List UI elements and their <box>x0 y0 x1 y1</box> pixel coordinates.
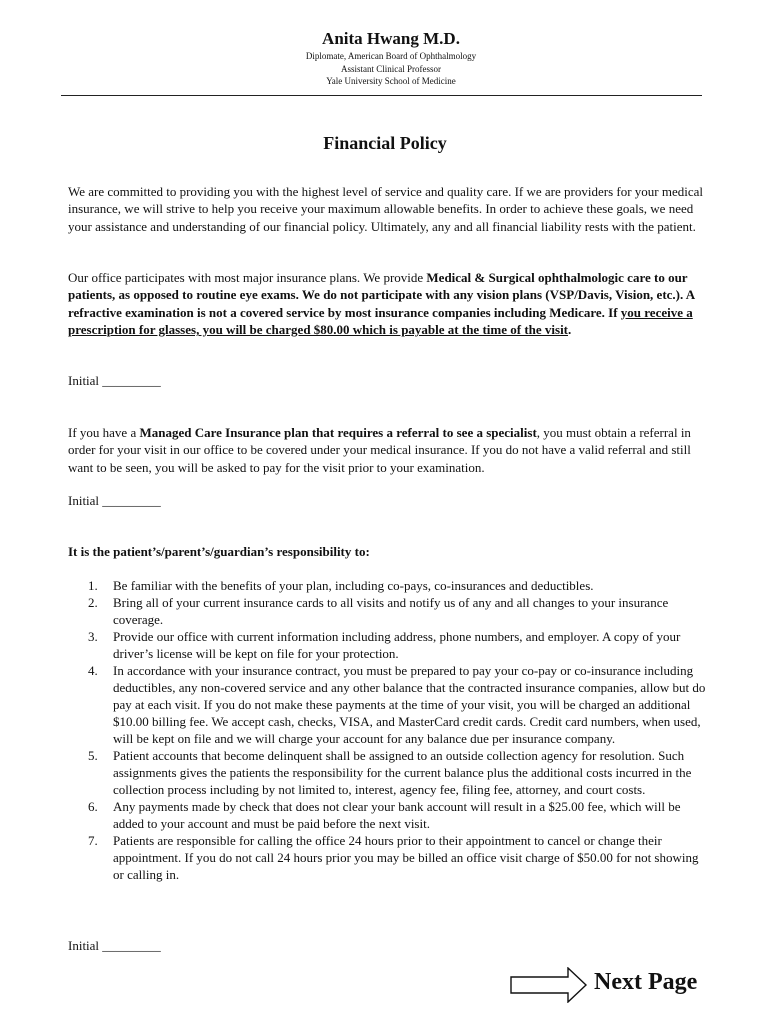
credential-line-1: Diplomate, American Board of Ophthalmology <box>305 51 477 61</box>
list-item <box>68 577 708 594</box>
intro-paragraph: We are committed to providing you with the highest level of service and quality care. If we are providers for your medical insurance, we will strive to help you receive your maximum allowable benefits. In order to achieve these goals, we need your assistance and understanding of our financial policy. Ultimately, any and all financial liability rests with the patient. <box>68 184 704 234</box>
list-item <box>68 662 708 747</box>
initial-field-1[interactable]: Initial _________ <box>68 373 161 388</box>
item-text: Patients are responsible for calling the office 24 hours prior to their appointment to cancel or change their appointment. If you do not call 24 hours prior you may be billed an office visit charge of $50.00 for not showing or calling in. <box>113 833 699 882</box>
right-arrow-icon <box>510 967 588 1003</box>
insurance-bold-text: Medical & Surgical ophthalmologic care to our patients, as opposed to routine eye exams. We do not participate with any vision plans (VSP/Davis, Vision, etc.). A refractive examination is not a covered service by most insurance companies including Medicare. If <box>68 270 695 320</box>
insurance-lead: Our office participates with most major insurance plans. We provide <box>68 270 427 285</box>
managed-care-paragraph <box>68 424 708 476</box>
initial-field-2[interactable]: Initial _________ <box>68 493 161 508</box>
list-item <box>68 747 708 798</box>
item-text: Patient accounts that become delinquent shall be assigned to an outside collection agency for resolution. Such assignments gives the patients the responsibility for the current balance plus the additional costs incurred in the collection process including by not limited to, interest, agency fee, filing fee, attorney, and court costs. <box>113 748 692 797</box>
item-number: 5. <box>88 748 98 763</box>
item-number: 7. <box>88 833 98 848</box>
letterhead <box>0 28 770 88</box>
list-item <box>68 628 708 662</box>
glasses-charge-notice: you receive a prescription for glasses, you will be charged $80.00 which is payable at the time of the visit <box>68 304 693 338</box>
page-title: Financial Policy <box>323 133 447 153</box>
list-item <box>68 798 708 832</box>
insurance-end: . <box>568 322 572 338</box>
managed-care-bold: Managed Care Insurance plan that requires a referral to see a specialist <box>139 425 537 440</box>
list-item <box>68 594 708 628</box>
credential-line-2: Assistant Clinical Professor <box>341 63 441 74</box>
initial-field-3[interactable]: Initial _________ <box>68 938 161 953</box>
item-number: 6. <box>88 799 98 814</box>
insurance-paragraph <box>68 269 708 339</box>
managed-care-lead: If you have a <box>68 425 140 440</box>
item-number: 3. <box>88 629 98 644</box>
item-text: Any payments made by check that does not clear your bank account will result in a $25.00 fee, which will be added to your account and must be paid before the next visit. <box>113 799 681 831</box>
item-number: 1. <box>88 578 98 593</box>
responsibility-list <box>68 577 708 883</box>
item-text: Bring all of your current insurance cards to all visits and notify us of any and all changes to your insurance coverage. <box>113 595 669 627</box>
responsibility-heading: It is the patient’s/parent’s/guardian’s responsibility to: <box>68 544 370 559</box>
header-divider <box>61 95 702 96</box>
next-page-label: Next Page <box>594 969 698 995</box>
list-item <box>68 832 708 883</box>
item-text: Provide our office with current information including address, phone numbers, and employer. A copy of your driver’s license will be kept on file for your protection. <box>113 629 681 661</box>
item-text: In accordance with your insurance contract, you must be prepared to pay your co-pay or co-insurance including deductibles, any non-covered service and any other balance that the contracted insurance companies, allow but do pay at each visit. If you do not make these payments at the time of your visit, you will be charged an additional $10.00 billing fee. We accept cash, checks, VISA, and MasterCard credit cards. Credit card numbers, when used, will be kept on file and we will charge your account for any balance due per insurance company. <box>113 663 706 746</box>
item-number: 2. <box>88 595 98 610</box>
doctor-name: Anita Hwang M.D. <box>322 29 460 48</box>
item-text: Be familiar with the benefits of your plan, including co-pays, co-insurances and deductibles. <box>113 578 594 593</box>
credential-line-3: Yale University School of Medicine <box>326 76 456 86</box>
managed-care-rest: , you must obtain a referral in order for your visit in our office to be covered under your medical insurance. If you do not have a valid referral and still want to be seen, you will be asked to pay for the visit prior to your examination. <box>68 425 691 475</box>
item-number: 4. <box>88 663 98 678</box>
next-page-button[interactable] <box>510 965 710 1005</box>
